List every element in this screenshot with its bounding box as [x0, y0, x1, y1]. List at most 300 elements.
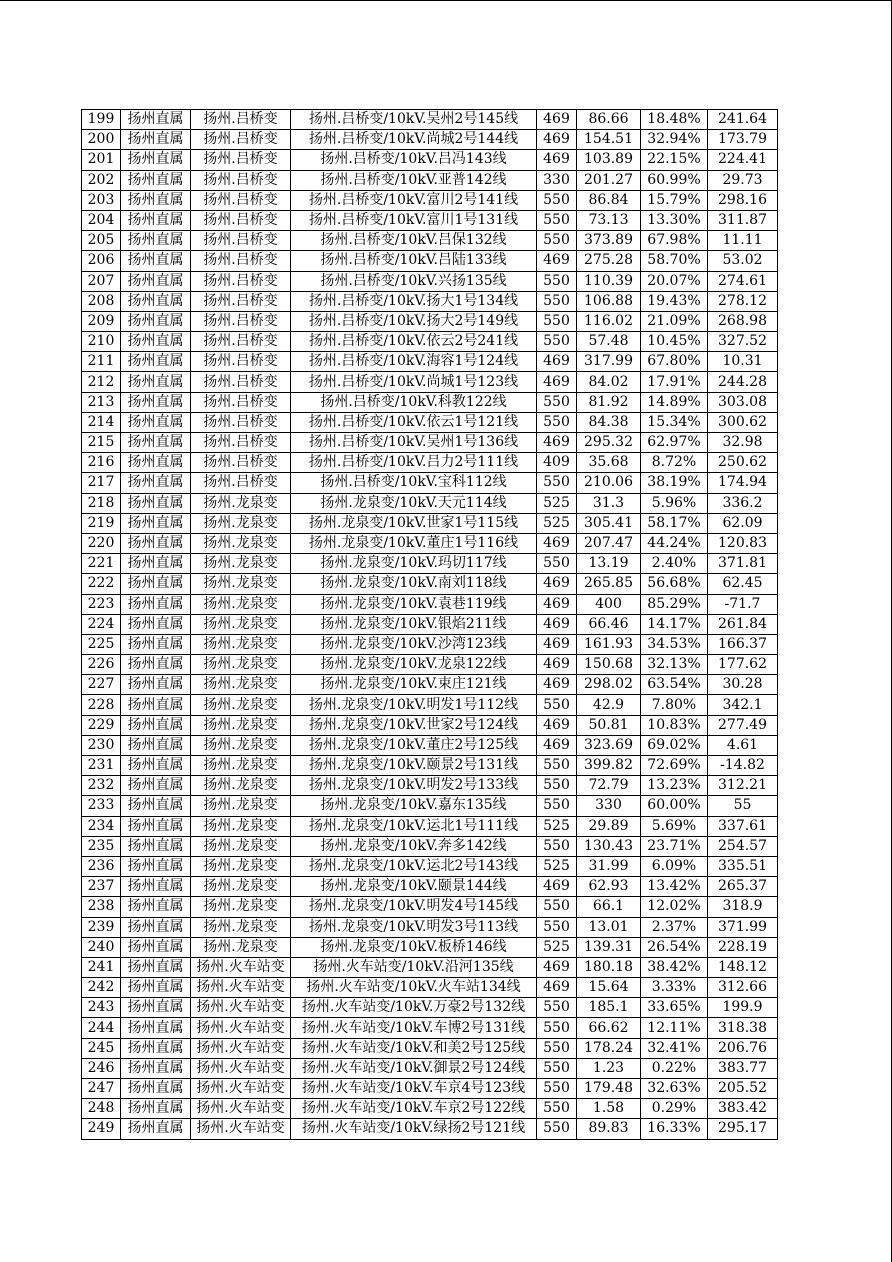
table-row [82, 937, 778, 957]
substation-cell: 扬州.火车站变 [191, 1038, 291, 1058]
load-cell: 110.39 [577, 271, 641, 291]
capacity-cell: 469 [537, 574, 577, 594]
margin-cell: 62.09 [708, 513, 778, 533]
capacity-cell: 469 [537, 150, 577, 170]
substation-cell: 扬州.龙泉变 [191, 493, 291, 513]
company-cell: 扬州直属 [121, 897, 191, 917]
feeder-line-cell: 扬州.火车站变/10kV.御景2号124线 [291, 1058, 537, 1078]
margin-cell: 268.98 [708, 311, 778, 331]
margin-cell: 55 [708, 796, 778, 816]
load-rate-cell: 5.69% [641, 816, 708, 836]
capacity-cell: 469 [537, 675, 577, 695]
table-row [82, 756, 778, 776]
capacity-cell: 550 [537, 695, 577, 715]
margin-cell: 383.42 [708, 1099, 778, 1119]
row-index-cell: 222 [82, 574, 121, 594]
capacity-cell: 550 [537, 311, 577, 331]
capacity-cell: 550 [537, 1058, 577, 1078]
load-cell: 57.48 [577, 332, 641, 352]
load-cell: 29.89 [577, 816, 641, 836]
company-cell: 扬州直属 [121, 231, 191, 251]
capacity-cell: 469 [537, 433, 577, 453]
row-index-cell: 235 [82, 836, 121, 856]
feeder-line-cell: 扬州.吕桥变/10kV.兴扬135线 [291, 271, 537, 291]
load-cell: 1.23 [577, 1058, 641, 1078]
feeder-line-cell: 扬州.火车站变/10kV.绿扬2号121线 [291, 1119, 537, 1139]
feeder-line-cell: 扬州.火车站变/10kV.沿河135线 [291, 957, 537, 977]
feeder-line-cell: 扬州.龙泉变/10kV.奔多142线 [291, 836, 537, 856]
margin-cell: 228.19 [708, 937, 778, 957]
substation-cell: 扬州.龙泉变 [191, 634, 291, 654]
company-cell: 扬州直属 [121, 150, 191, 170]
margin-cell: 244.28 [708, 372, 778, 392]
row-index-cell: 228 [82, 695, 121, 715]
feeder-line-cell: 扬州.火车站变/10kV.万豪2号132线 [291, 998, 537, 1018]
row-index-cell: 243 [82, 998, 121, 1018]
company-cell: 扬州直属 [121, 190, 191, 210]
company-cell: 扬州直属 [121, 554, 191, 574]
row-index-cell: 215 [82, 433, 121, 453]
load-rate-cell: 38.19% [641, 473, 708, 493]
company-cell: 扬州直属 [121, 836, 191, 856]
load-cell: 275.28 [577, 251, 641, 271]
capacity-cell: 469 [537, 957, 577, 977]
margin-cell: 298.16 [708, 190, 778, 210]
feeder-line-cell: 扬州.吕桥变/10kV.富川1号131线 [291, 210, 537, 230]
margin-cell: 337.61 [708, 816, 778, 836]
company-cell: 扬州直属 [121, 957, 191, 977]
feeder-line-cell: 扬州.吕桥变/10kV.吕保132线 [291, 231, 537, 251]
load-rate-cell: 12.02% [641, 897, 708, 917]
capacity-cell: 550 [537, 897, 577, 917]
row-index-cell: 214 [82, 412, 121, 432]
load-rate-cell: 2.40% [641, 554, 708, 574]
load-rate-cell: 13.23% [641, 776, 708, 796]
capacity-cell: 525 [537, 493, 577, 513]
margin-cell: 318.9 [708, 897, 778, 917]
substation-cell: 扬州.龙泉变 [191, 816, 291, 836]
feeder-line-cell: 扬州.龙泉变/10kV.颐景144线 [291, 877, 537, 897]
row-index-cell: 223 [82, 594, 121, 614]
margin-cell: 311.87 [708, 210, 778, 230]
company-cell: 扬州直属 [121, 1018, 191, 1038]
margin-cell: 274.61 [708, 271, 778, 291]
feeder-line-cell: 扬州.吕桥变/10kV.尚城1号123线 [291, 372, 537, 392]
company-cell: 扬州直属 [121, 877, 191, 897]
row-index-cell: 218 [82, 493, 121, 513]
substation-cell: 扬州.龙泉变 [191, 796, 291, 816]
substation-cell: 扬州.龙泉变 [191, 937, 291, 957]
table-row [82, 251, 778, 271]
feeder-line-cell: 扬州.吕桥变/10kV.吕力2号111线 [291, 453, 537, 473]
company-cell: 扬州直属 [121, 695, 191, 715]
capacity-cell: 550 [537, 776, 577, 796]
load-cell: 400 [577, 594, 641, 614]
row-index-cell: 221 [82, 554, 121, 574]
load-cell: 62.93 [577, 877, 641, 897]
table-row [82, 473, 778, 493]
substation-cell: 扬州.火车站变 [191, 1018, 291, 1038]
feeder-line-cell: 扬州.吕桥变/10kV.吕陆133线 [291, 251, 537, 271]
company-cell: 扬州直属 [121, 594, 191, 614]
row-index-cell: 200 [82, 130, 121, 150]
row-index-cell: 210 [82, 332, 121, 352]
capacity-cell: 469 [537, 877, 577, 897]
table-row [82, 998, 778, 1018]
load-cell: 116.02 [577, 311, 641, 331]
load-rate-cell: 15.79% [641, 190, 708, 210]
load-rate-cell: 14.89% [641, 392, 708, 412]
margin-cell: 11.11 [708, 231, 778, 251]
capacity-cell: 550 [537, 210, 577, 230]
company-cell: 扬州直属 [121, 735, 191, 755]
capacity-cell: 469 [537, 614, 577, 634]
margin-cell: 327.52 [708, 332, 778, 352]
table-row [82, 352, 778, 372]
substation-cell: 扬州.吕桥变 [191, 130, 291, 150]
company-cell: 扬州直属 [121, 756, 191, 776]
row-index-cell: 232 [82, 776, 121, 796]
feeder-line-cell: 扬州.龙泉变/10kV.董庄2号125线 [291, 735, 537, 755]
load-rate-cell: 33.65% [641, 998, 708, 1018]
substation-cell: 扬州.吕桥变 [191, 110, 291, 130]
substation-cell: 扬州.龙泉变 [191, 856, 291, 876]
load-cell: 84.02 [577, 372, 641, 392]
load-rate-cell: 20.07% [641, 271, 708, 291]
margin-cell: 371.81 [708, 554, 778, 574]
row-index-cell: 226 [82, 655, 121, 675]
substation-cell: 扬州.吕桥变 [191, 251, 291, 271]
load-rate-cell: 21.09% [641, 311, 708, 331]
load-rate-cell: 3.33% [641, 978, 708, 998]
row-index-cell: 231 [82, 756, 121, 776]
feeder-line-cell: 扬州.吕桥变/10kV.富川2号141线 [291, 190, 537, 210]
substation-cell: 扬州.吕桥变 [191, 291, 291, 311]
load-cell: 317.99 [577, 352, 641, 372]
data-table [81, 109, 778, 1140]
company-cell: 扬州直属 [121, 251, 191, 271]
load-cell: 13.19 [577, 554, 641, 574]
substation-cell: 扬州.吕桥变 [191, 392, 291, 412]
row-index-cell: 206 [82, 251, 121, 271]
capacity-cell: 409 [537, 453, 577, 473]
feeder-line-cell: 扬州.火车站变/10kV.车京4号123线 [291, 1079, 537, 1099]
company-cell: 扬州直属 [121, 210, 191, 230]
margin-cell: 300.62 [708, 412, 778, 432]
table-row [82, 796, 778, 816]
row-index-cell: 249 [82, 1119, 121, 1139]
load-cell: 373.89 [577, 231, 641, 251]
feeder-line-cell: 扬州.吕桥变/10kV.吕冯143线 [291, 150, 537, 170]
feeder-line-cell: 扬州.龙泉变/10kV.明发2号133线 [291, 776, 537, 796]
load-cell: 103.89 [577, 150, 641, 170]
table-row [82, 614, 778, 634]
feeder-line-cell: 扬州.龙泉变/10kV.龙泉122线 [291, 655, 537, 675]
load-cell: 180.18 [577, 957, 641, 977]
table-row [82, 735, 778, 755]
load-cell: 66.62 [577, 1018, 641, 1038]
feeder-line-cell: 扬州.吕桥变/10kV.亚普142线 [291, 170, 537, 190]
load-rate-cell: 10.83% [641, 715, 708, 735]
feeder-line-cell: 扬州.龙泉变/10kV.天元114线 [291, 493, 537, 513]
substation-cell: 扬州.龙泉变 [191, 513, 291, 533]
load-rate-cell: 16.33% [641, 1119, 708, 1139]
load-rate-cell: 18.48% [641, 110, 708, 130]
load-cell: 210.06 [577, 473, 641, 493]
row-index-cell: 247 [82, 1079, 121, 1099]
row-index-cell: 224 [82, 614, 121, 634]
row-index-cell: 203 [82, 190, 121, 210]
feeder-line-cell: 扬州.吕桥变/10kV.扬大2号149线 [291, 311, 537, 331]
feeder-line-cell: 扬州.吕桥变/10kV.依云2号241线 [291, 332, 537, 352]
substation-cell: 扬州.龙泉变 [191, 917, 291, 937]
load-cell: 86.84 [577, 190, 641, 210]
feeder-line-cell: 扬州.龙泉变/10kV.沙湾123线 [291, 634, 537, 654]
table-row [82, 453, 778, 473]
capacity-cell: 525 [537, 856, 577, 876]
substation-cell: 扬州.火车站变 [191, 1058, 291, 1078]
substation-cell: 扬州.吕桥变 [191, 433, 291, 453]
capacity-cell: 469 [537, 352, 577, 372]
substation-cell: 扬州.龙泉变 [191, 877, 291, 897]
feeder-line-cell: 扬州.龙泉变/10kV.板桥146线 [291, 937, 537, 957]
company-cell: 扬州直属 [121, 998, 191, 1018]
substation-cell: 扬州.龙泉变 [191, 675, 291, 695]
load-rate-cell: 23.71% [641, 836, 708, 856]
load-rate-cell: 32.13% [641, 655, 708, 675]
table-row [82, 130, 778, 150]
capacity-cell: 469 [537, 130, 577, 150]
substation-cell: 扬州.吕桥变 [191, 372, 291, 392]
capacity-cell: 469 [537, 594, 577, 614]
capacity-cell: 550 [537, 1119, 577, 1139]
table-row [82, 372, 778, 392]
row-index-cell: 204 [82, 210, 121, 230]
load-rate-cell: 62.97% [641, 433, 708, 453]
load-rate-cell: 5.96% [641, 493, 708, 513]
table-row [82, 392, 778, 412]
margin-cell: 312.21 [708, 776, 778, 796]
load-cell: 330 [577, 796, 641, 816]
company-cell: 扬州直属 [121, 655, 191, 675]
load-rate-cell: 0.22% [641, 1058, 708, 1078]
load-cell: 179.48 [577, 1079, 641, 1099]
capacity-cell: 550 [537, 412, 577, 432]
row-index-cell: 245 [82, 1038, 121, 1058]
load-rate-cell: 67.98% [641, 231, 708, 251]
substation-cell: 扬州.龙泉变 [191, 574, 291, 594]
capacity-cell: 550 [537, 1099, 577, 1119]
load-cell: 81.92 [577, 392, 641, 412]
table-row [82, 493, 778, 513]
load-cell: 84.38 [577, 412, 641, 432]
capacity-cell: 550 [537, 756, 577, 776]
feeder-line-cell: 扬州.龙泉变/10kV.玛切117线 [291, 554, 537, 574]
load-rate-cell: 69.02% [641, 735, 708, 755]
row-index-cell: 205 [82, 231, 121, 251]
feeder-line-cell: 扬州.吕桥变/10kV.科教122线 [291, 392, 537, 412]
capacity-cell: 550 [537, 1079, 577, 1099]
load-rate-cell: 44.24% [641, 533, 708, 553]
margin-cell: -14.82 [708, 756, 778, 776]
table-row [82, 856, 778, 876]
margin-cell: 224.41 [708, 150, 778, 170]
load-cell: 399.82 [577, 756, 641, 776]
substation-cell: 扬州.龙泉变 [191, 735, 291, 755]
load-cell: 185.1 [577, 998, 641, 1018]
table-row [82, 634, 778, 654]
margin-cell: 312.66 [708, 978, 778, 998]
company-cell: 扬州直属 [121, 433, 191, 453]
margin-cell: -71.7 [708, 594, 778, 614]
table-row [82, 655, 778, 675]
load-cell: 323.69 [577, 735, 641, 755]
table-row [82, 917, 778, 937]
company-cell: 扬州直属 [121, 392, 191, 412]
table-row [82, 1038, 778, 1058]
feeder-line-cell: 扬州.火车站变/10kV.车京2号122线 [291, 1099, 537, 1119]
feeder-line-cell: 扬州.吕桥变/10kV.海容1号124线 [291, 352, 537, 372]
capacity-cell: 469 [537, 634, 577, 654]
substation-cell: 扬州.吕桥变 [191, 473, 291, 493]
row-index-cell: 237 [82, 877, 121, 897]
load-cell: 295.32 [577, 433, 641, 453]
margin-cell: 318.38 [708, 1018, 778, 1038]
margin-cell: 254.57 [708, 836, 778, 856]
load-cell: 201.27 [577, 170, 641, 190]
capacity-cell: 469 [537, 655, 577, 675]
load-rate-cell: 12.11% [641, 1018, 708, 1038]
table-row [82, 897, 778, 917]
load-rate-cell: 67.80% [641, 352, 708, 372]
row-index-cell: 220 [82, 533, 121, 553]
company-cell: 扬州直属 [121, 675, 191, 695]
table-row [82, 533, 778, 553]
capacity-cell: 550 [537, 998, 577, 1018]
substation-cell: 扬州.龙泉变 [191, 776, 291, 796]
feeder-line-cell: 扬州.龙泉变/10kV.董庄1号116线 [291, 533, 537, 553]
company-cell: 扬州直属 [121, 493, 191, 513]
substation-cell: 扬州.龙泉变 [191, 533, 291, 553]
load-rate-cell: 38.42% [641, 957, 708, 977]
load-rate-cell: 17.91% [641, 372, 708, 392]
company-cell: 扬州直属 [121, 1119, 191, 1139]
capacity-cell: 525 [537, 513, 577, 533]
substation-cell: 扬州.龙泉变 [191, 655, 291, 675]
capacity-cell: 469 [537, 372, 577, 392]
margin-cell: 261.84 [708, 614, 778, 634]
table-row [82, 1018, 778, 1038]
company-cell: 扬州直属 [121, 473, 191, 493]
margin-cell: 199.9 [708, 998, 778, 1018]
feeder-line-cell: 扬州.吕桥变/10kV.依云1号121线 [291, 412, 537, 432]
row-index-cell: 209 [82, 311, 121, 331]
feeder-line-cell: 扬州.火车站变/10kV.和美2号125线 [291, 1038, 537, 1058]
load-rate-cell: 13.42% [641, 877, 708, 897]
row-index-cell: 207 [82, 271, 121, 291]
capacity-cell: 469 [537, 978, 577, 998]
capacity-cell: 550 [537, 836, 577, 856]
row-index-cell: 213 [82, 392, 121, 412]
feeder-line-cell: 扬州.吕桥变/10kV.吴州2号145线 [291, 110, 537, 130]
margin-cell: 30.28 [708, 675, 778, 695]
load-cell: 89.83 [577, 1119, 641, 1139]
load-cell: 72.79 [577, 776, 641, 796]
margin-cell: 10.31 [708, 352, 778, 372]
company-cell: 扬州直属 [121, 533, 191, 553]
load-cell: 66.46 [577, 614, 641, 634]
company-cell: 扬州直属 [121, 978, 191, 998]
substation-cell: 扬州.龙泉变 [191, 695, 291, 715]
row-index-cell: 199 [82, 110, 121, 130]
margin-cell: 250.62 [708, 453, 778, 473]
table-row [82, 957, 778, 977]
table-row [82, 594, 778, 614]
table-row [82, 412, 778, 432]
capacity-cell: 550 [537, 554, 577, 574]
table-row [82, 513, 778, 533]
feeder-line-cell: 扬州.龙泉变/10kV.南刘118线 [291, 574, 537, 594]
load-cell: 207.47 [577, 533, 641, 553]
feeder-line-cell: 扬州.龙泉变/10kV.运北2号143线 [291, 856, 537, 876]
margin-cell: 29.73 [708, 170, 778, 190]
capacity-cell: 469 [537, 735, 577, 755]
substation-cell: 扬州.吕桥变 [191, 332, 291, 352]
margin-cell: 383.77 [708, 1058, 778, 1078]
load-rate-cell: 85.29% [641, 594, 708, 614]
load-rate-cell: 32.63% [641, 1079, 708, 1099]
company-cell: 扬州直属 [121, 1079, 191, 1099]
margin-cell: 53.02 [708, 251, 778, 271]
load-cell: 298.02 [577, 675, 641, 695]
capacity-cell: 469 [537, 251, 577, 271]
load-cell: 66.1 [577, 897, 641, 917]
company-cell: 扬州直属 [121, 1058, 191, 1078]
substation-cell: 扬州.火车站变 [191, 998, 291, 1018]
table-row [82, 816, 778, 836]
load-cell: 31.99 [577, 856, 641, 876]
margin-cell: 277.49 [708, 715, 778, 735]
load-rate-cell: 26.54% [641, 937, 708, 957]
substation-cell: 扬州.火车站变 [191, 1099, 291, 1119]
load-cell: 1.58 [577, 1099, 641, 1119]
row-index-cell: 241 [82, 957, 121, 977]
feeder-line-cell: 扬州.龙泉变/10kV.明发4号145线 [291, 897, 537, 917]
company-cell: 扬州直属 [121, 453, 191, 473]
capacity-cell: 550 [537, 473, 577, 493]
margin-cell: 177.62 [708, 655, 778, 675]
substation-cell: 扬州.吕桥变 [191, 170, 291, 190]
table-row [82, 1099, 778, 1119]
row-index-cell: 246 [82, 1058, 121, 1078]
margin-cell: 32.98 [708, 433, 778, 453]
row-index-cell: 202 [82, 170, 121, 190]
capacity-cell: 550 [537, 1018, 577, 1038]
company-cell: 扬州直属 [121, 352, 191, 372]
company-cell: 扬州直属 [121, 130, 191, 150]
load-cell: 305.41 [577, 513, 641, 533]
table-row [82, 433, 778, 453]
company-cell: 扬州直属 [121, 271, 191, 291]
row-index-cell: 248 [82, 1099, 121, 1119]
row-index-cell: 225 [82, 634, 121, 654]
substation-cell: 扬州.吕桥变 [191, 190, 291, 210]
table-row [82, 311, 778, 331]
row-index-cell: 233 [82, 796, 121, 816]
company-cell: 扬州直属 [121, 776, 191, 796]
table-row [82, 271, 778, 291]
table-row [82, 675, 778, 695]
